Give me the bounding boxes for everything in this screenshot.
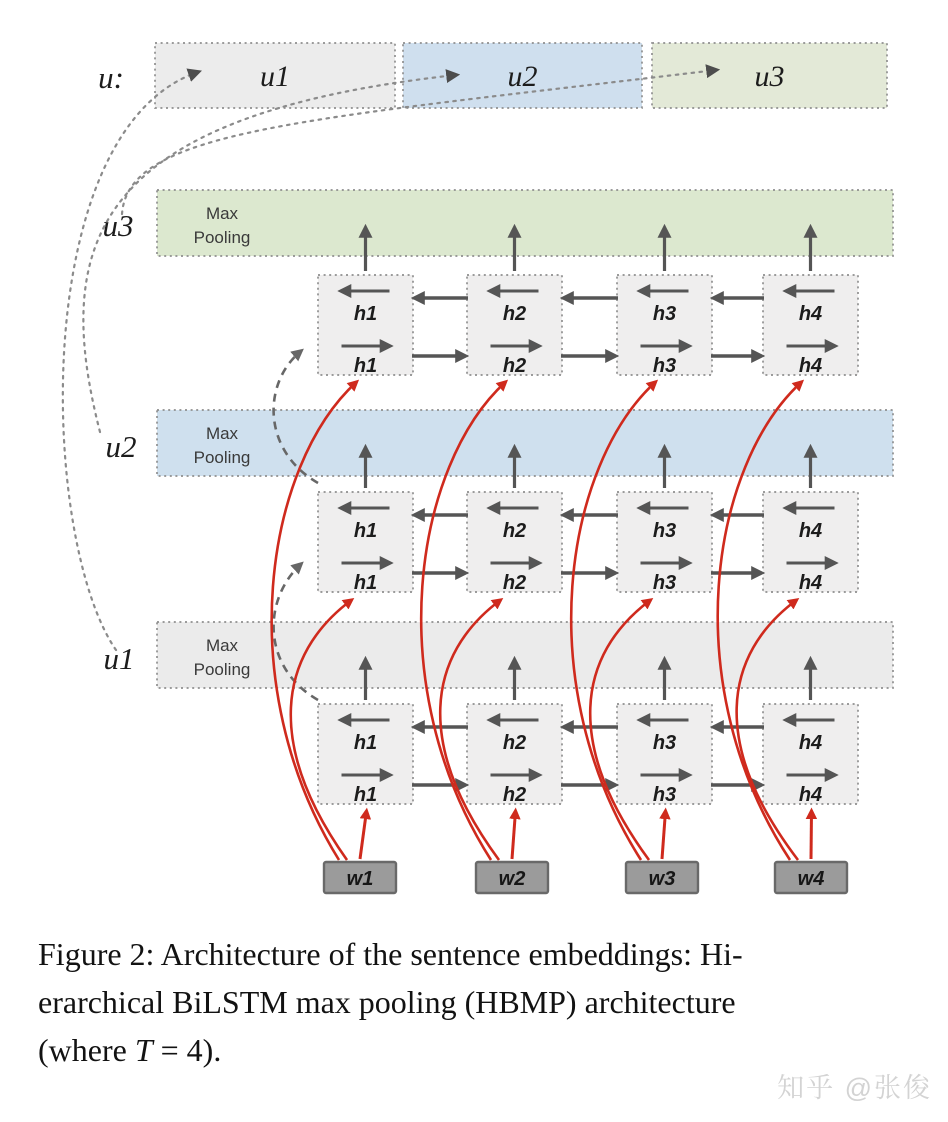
cell-forward-label: h1 <box>353 784 378 806</box>
cell-backward-label: h4 <box>798 732 823 754</box>
cell-backward-label: h2 <box>502 520 527 542</box>
word-input-label: w4 <box>797 868 825 890</box>
cell-forward-label: h2 <box>502 572 527 594</box>
cell-forward-label: h1 <box>353 572 378 594</box>
max-pooling-label: Max <box>205 424 239 443</box>
cell-forward-label: h1 <box>353 355 378 377</box>
word-to-layer1-arrow <box>360 811 367 859</box>
caption-math-symbol: T <box>134 1032 153 1068</box>
cell-forward-label: h2 <box>502 784 527 806</box>
word-to-layer1-arrow <box>662 811 666 859</box>
cell-forward-label: h2 <box>502 355 527 377</box>
cell-forward-label: h4 <box>798 784 823 806</box>
word-input-label: w1 <box>346 868 374 890</box>
cell-forward-label: h4 <box>798 355 823 377</box>
cell-forward-label: h3 <box>652 784 677 806</box>
side-label: u3 <box>102 208 134 243</box>
cell-backward-label: h1 <box>353 520 378 542</box>
output-box-label: u2 <box>507 60 538 93</box>
caption-line3 <box>38 1032 221 1068</box>
cell-forward-label: h4 <box>798 572 823 594</box>
cell-backward-label: h1 <box>353 732 378 754</box>
cell-backward-label: h2 <box>502 732 527 754</box>
cell-forward-label: h3 <box>652 572 677 594</box>
word-to-layer1-arrow <box>811 811 812 859</box>
max-pooling-bar <box>157 410 893 476</box>
cell-backward-label: h1 <box>353 303 378 325</box>
side-label: u2 <box>105 429 137 464</box>
cell-backward-label: h3 <box>652 732 677 754</box>
max-pooling-label: Pooling <box>193 448 251 467</box>
caption-line2: erarchical BiLSTM max pooling (HBMP) architecture <box>38 984 736 1020</box>
max-pooling-label: Pooling <box>193 228 251 247</box>
max-pooling-bar <box>157 190 893 256</box>
cell-backward-label: h4 <box>798 303 823 325</box>
output-box-label: u3 <box>754 60 785 93</box>
side-label: u1 <box>103 641 135 676</box>
cell-backward-label: h2 <box>502 303 527 325</box>
max-pooling-bar <box>157 622 893 688</box>
cell-backward-label: h3 <box>652 303 677 325</box>
word-input-label: w3 <box>648 868 676 890</box>
caption-line3-post: = 4). <box>152 1032 222 1068</box>
watermark: 知乎 @张俊 <box>777 1073 932 1103</box>
cell-backward-label: h4 <box>798 520 823 542</box>
figure-caption <box>38 930 918 1074</box>
cell-forward-label: h3 <box>652 355 677 377</box>
output-box-label: u1 <box>260 60 290 93</box>
cell-backward-label: h3 <box>652 520 677 542</box>
word-to-layer1-arrow <box>512 811 516 859</box>
pooling-to-output-arrow <box>63 72 198 650</box>
output-row-label: u: <box>98 60 124 95</box>
caption-line1: Figure 2: Architecture of the sentence embeddings: Hi- <box>38 936 743 972</box>
max-pooling-label: Max <box>205 204 239 223</box>
max-pooling-label: Max <box>205 636 239 655</box>
word-input-label: w2 <box>498 868 526 890</box>
caption-line3-pre: (where <box>38 1032 135 1068</box>
max-pooling-label: Pooling <box>193 660 251 679</box>
diagram-content <box>63 43 893 893</box>
